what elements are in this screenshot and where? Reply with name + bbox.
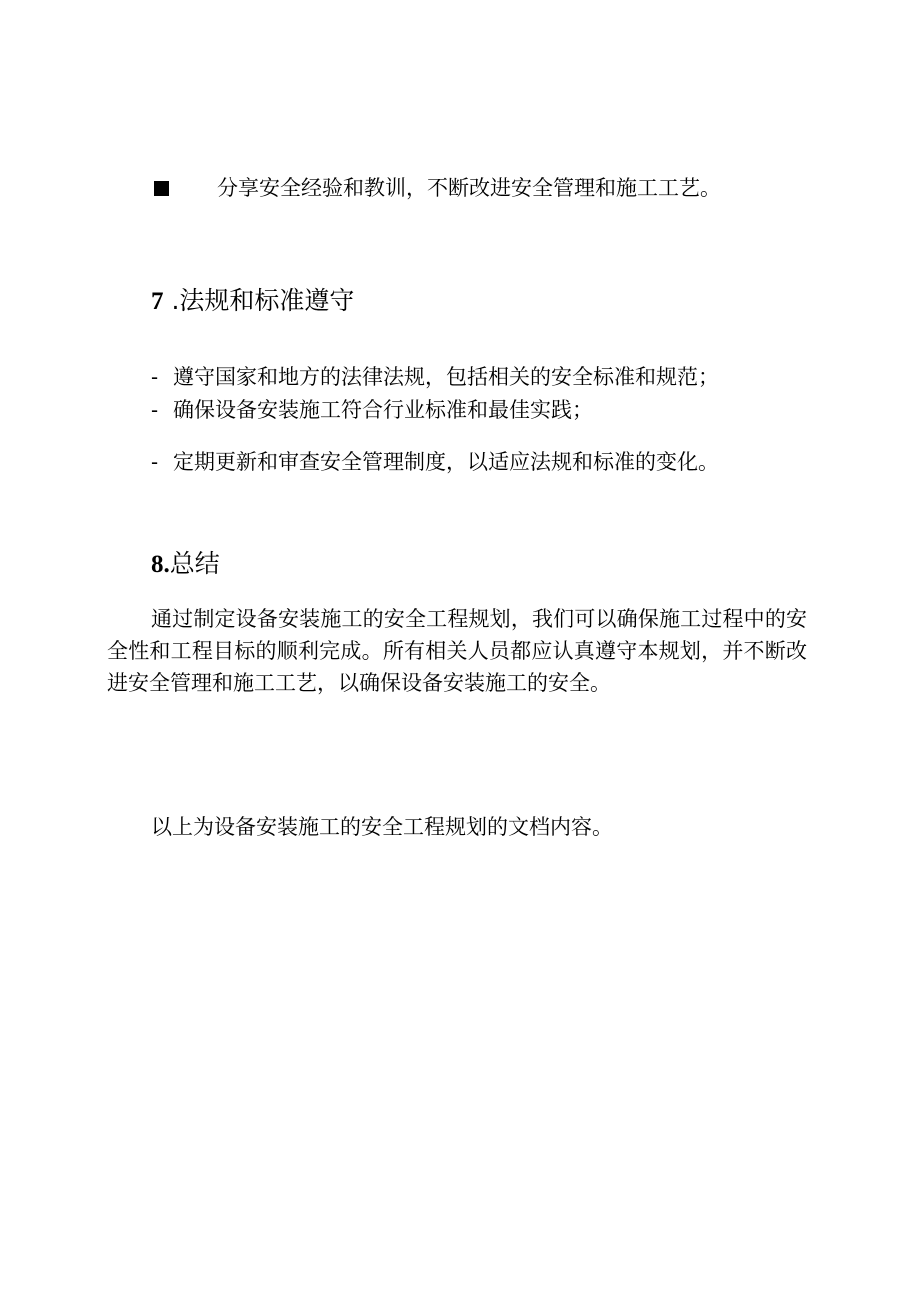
section-8-heading	[151, 547, 220, 582]
section-8-title: 总结	[169, 549, 220, 578]
dash-bullet: -	[151, 365, 159, 389]
section-7-number: 7	[151, 288, 164, 315]
summary-paragraph: 通过制定设备安装施工的安全工程规划，我们可以确保施工过程中的安全性和工程目标的顺利完成。所有相关人员都应认真遵守本规划，并不断改进安全管理和施工工艺，以确保设备安装施工的安全。	[107, 607, 807, 695]
list-item	[151, 446, 719, 478]
dash-bullet: -	[151, 450, 159, 474]
section-7-title: .法规和标准遵守	[171, 286, 355, 315]
section-8-number: 8.	[151, 551, 170, 578]
closing-statement: 以上为设备安装施工的安全工程规划的文档内容。	[151, 815, 613, 839]
list-item	[151, 394, 593, 426]
square-bullet-icon	[154, 181, 169, 196]
list-item-text: 确保设备安装施工符合行业标准和最佳实践；	[173, 398, 593, 422]
dash-bullet: -	[151, 398, 159, 422]
section-7-heading	[151, 284, 354, 319]
list-item-text: 定期更新和审查安全管理制度，以适应法规和标准的变化。	[173, 450, 719, 474]
list-item	[151, 361, 719, 393]
bullet-item-text: 分享安全经验和教训，不断改进安全管理和施工工艺。	[217, 176, 721, 200]
list-item-text: 遵守国家和地方的法律法规，包括相关的安全标准和规范；	[173, 365, 719, 389]
